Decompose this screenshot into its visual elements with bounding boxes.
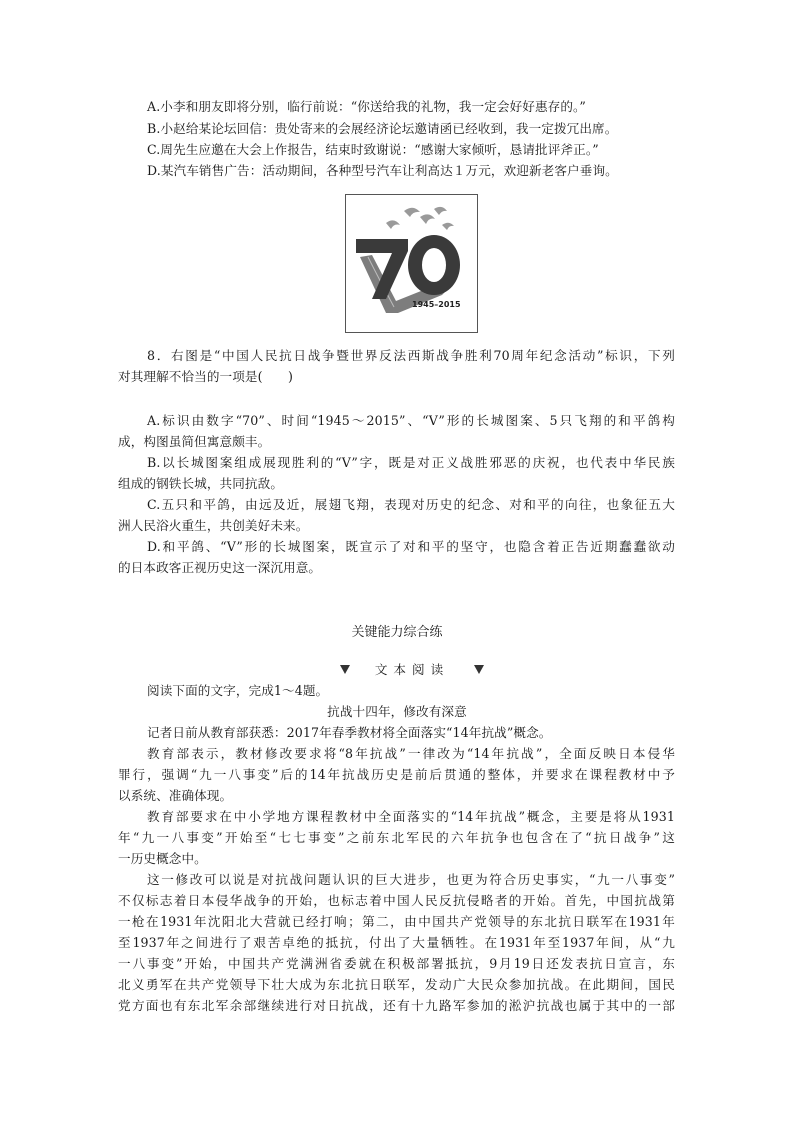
paragraph-4-line4: 至1937年之间进行了艰苦卓绝的抵抗，付出了大量牺牲。在1931年至1937年间，从“九	[118, 935, 675, 950]
paragraph-4-line5: 一八事变”开始，中国共产党满洲省委就在积极部署抵抗，9月19日还发表抗日宣言，东	[118, 956, 675, 971]
reading-instruction: 阅读下面的文字，完成1～4题。	[147, 683, 329, 698]
banner-label: 文本阅读	[374, 662, 450, 677]
q8-option-d-line2: 的日本政客正视历史这一深沉用意。	[118, 560, 322, 575]
paragraph-2-line3: 以系统、准确体现。	[118, 788, 233, 803]
paragraph-4-line1: 这一修改可以说是对抗战问题认识的巨大进步，也更为符合历史事实，“九一八事变”	[147, 872, 675, 887]
section-title: 关键能力综合练	[351, 625, 443, 640]
paragraph-4-line6: 北义勇军在共产党领导下壮大成为东北抗日联军，发动广大民众参加抗战。在此期间，国民	[118, 977, 675, 992]
paragraph-3-line1: 教育部要求在中小学地方课程教材中全面落实的“14年抗战”概念，主要是将从1931	[147, 809, 675, 824]
paragraph-3-line2: 年“九一八事变”开始至“七七事变”之前东北军民的六年抗争也包含在了“抗日战争”这	[118, 830, 675, 845]
logo-years: 1945–2015	[412, 300, 461, 309]
anniversary-logo	[345, 194, 478, 333]
dove-icons	[386, 207, 454, 230]
q8-option-b-line2: 组成的钢铁长城，共同抗敌。	[118, 476, 284, 491]
text-reading-banner	[340, 662, 484, 678]
q8-option-b-line1: B.以长城图案组成展现胜利的“V”字，既是对正义战胜邪恶的庆祝，也代表中华民族	[147, 455, 675, 470]
paragraph-3-line3: 一历史概念中。	[118, 851, 207, 866]
q8-option-a-line1: A.标识由数字“70”、时间“1945～2015”、“V”形的长城图案、5只飞翔的和平鸽构	[147, 413, 675, 428]
q8-option-d-line1: D.和平鸽、“V”形的长城图案，既宣示了对和平的坚守，也隐含着正告近期蠢蠢欲动	[147, 539, 675, 554]
numeral-seven	[356, 239, 408, 299]
paragraph-4-line3: 一枪在1931年沈阳北大营就已经打响；第二，由中国共产党领导的东北抗日联军在1931年	[118, 914, 675, 929]
q8-stem-line1: 8．右图是“中国人民抗日战争暨世界反法西斯战争胜利70周年纪念活动”标识，下列	[147, 348, 675, 363]
q8-option-c-line1: C.五只和平鸽，由远及近，展翅飞翔，表现对历史的纪念、对和平的向往，也象征五大	[147, 497, 675, 512]
option-7c: C.周先生应邀在大会上作报告，结束时致谢说：“感谢大家倾听，恳请批评斧正。”	[147, 142, 599, 157]
triangle-right-icon	[474, 665, 484, 674]
paragraph-2-line2: 罪行，强调“九一八事变”后的14年抗战历史是前后贯通的整体，并要求在课程教材中予	[118, 767, 675, 782]
anniversary-logo-graphic	[346, 195, 477, 332]
paragraph-4-line7: 党方面也有东北军余部继续进行对日抗战，还有十九路军参加的淞沪抗战也属于其中的一部	[118, 998, 675, 1013]
paragraph-1: 记者日前从教育部获悉：2017年春季教材将全面落实“14年抗战”概念。	[147, 725, 552, 740]
article-title: 抗战十四年，修改有深意	[327, 704, 467, 719]
option-7b: B.小赵给某论坛回信：贵处寄来的会展经济论坛邀请函已经收到，我一定拨冗出席。	[147, 121, 618, 136]
paragraph-4-line2: 不仅标志着日本侵华战争的开始，也标志着中国人民反抗侵略者的开始。首先，中国抗战第	[118, 893, 675, 908]
option-7d: D.某汽车销售广告：活动期间，各种型号汽车让利高达１万元，欢迎新老客户垂询。	[147, 163, 618, 178]
q8-option-a-line2: 成，构图虽简但寓意颇丰。	[118, 434, 271, 449]
q8-stem-line2: 对其理解不恰当的一项是( )	[118, 369, 294, 384]
option-7a: A.小李和朋友即将分别，临行前说：“你送给我的礼物，我一定会好好惠存的。”	[147, 99, 586, 114]
paragraph-2-line1: 教育部表示，教材修改要求将“8年抗战”一律改为“14年抗战”，全面反映日本侵华	[147, 746, 675, 761]
q8-option-c-line2: 洲人民浴火重生，共创美好未来。	[118, 518, 309, 533]
